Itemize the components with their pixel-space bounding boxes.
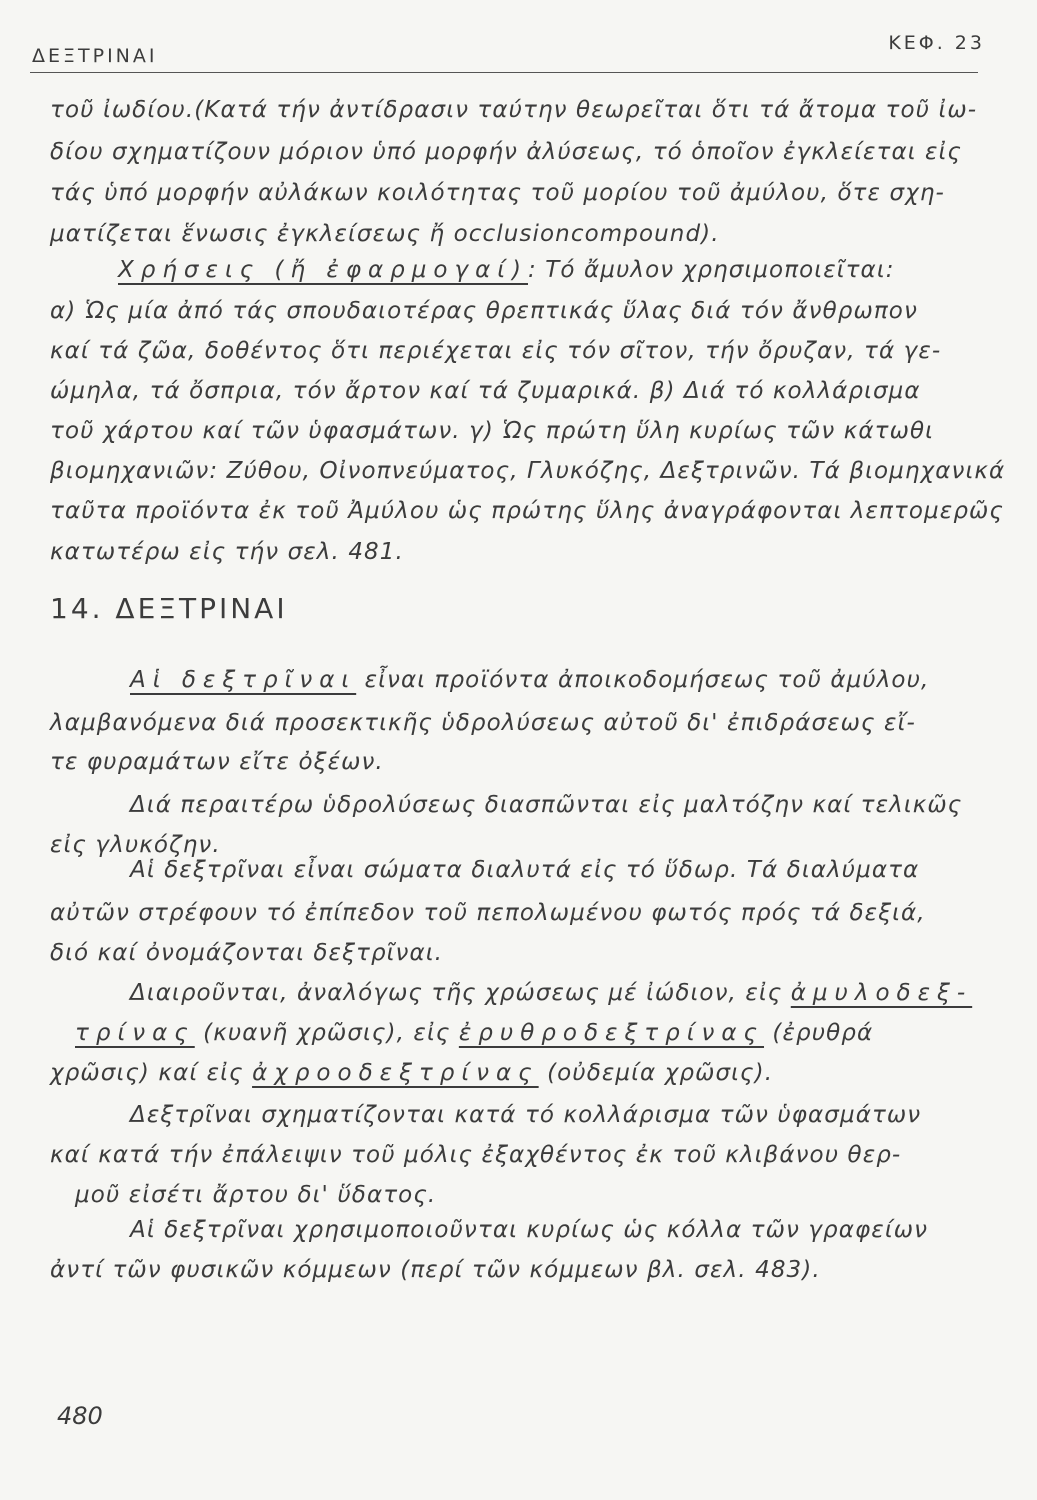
page-number: 480	[57, 1402, 103, 1430]
text-line: κατωτέρω εἰς τήν σελ. 481.	[50, 539, 404, 565]
text-line: Αἱ δεξτρῖναι χρησιμοποιοῦνται κυρίως ὡς κόλλα τῶν γραφείων	[130, 1217, 929, 1243]
text-span: Διαιροῦνται, ἀναλόγως τῆς χρώσεως μέ ἰώδιον, εἰς	[130, 980, 791, 1006]
uses-heading: Χρήσεις (ἤ ἐφαρμογαί)	[118, 257, 528, 283]
dextrins-term: Αἱ δεξτρῖναι	[130, 667, 357, 693]
text-line: λαμβανόμενα διά προσεκτικῆς ὑδρολύσεως αὐτοῦ δι' ἐπιδράσεως εἴ-	[50, 710, 916, 736]
text-line: ἀντί τῶν φυσικῶν κόμμεων (περί τῶν κόμμεων βλ. σελ. 483).	[50, 1257, 821, 1283]
text-line	[118, 255, 1008, 285]
text-line: τοῦ ἰωδίου.(Κατά τήν ἀντίδρασιν ταύτην θεωρεῖται ὅτι τά ἄτομα τοῦ ἰω-	[50, 97, 978, 123]
text-line: ταῦτα προϊόντα ἐκ τοῦ Ἀμύλου ὡς πρώτης ὕλης ἀναγράφονται λεπτομερῶς	[50, 498, 1004, 524]
chapter-label: ΚΕΦ. 23	[888, 32, 985, 54]
text-line: Αἱ δεξτρῖναι εἶναι σώματα διαλυτά εἰς τό ὕδωρ. Τά διαλύματα	[130, 857, 920, 883]
text-line: Δεξτρῖναι σχηματίζονται κατά τό κολλάρισμα τῶν ὑφασμάτων	[130, 1102, 922, 1128]
achroodextrins-term: ἀχροοδεξτρίνας	[252, 1060, 539, 1086]
text-line: ώμηλα, τά ὄσπρια, τόν ἄρτον καί τά ζυμαρικά. β) Διά τό κολλάρισμα	[50, 378, 921, 404]
text-span: εἶναι προϊόντα ἀποικοδομήσεως τοῦ ἀμύλου,	[356, 667, 930, 693]
text-line: καί κατά τήν ἐπάλειψιν τοῦ μόλις ἐξαχθέντος ἐκ τοῦ κλιβάνου θερ-	[50, 1142, 902, 1168]
text-line: τοῦ χάρτου καί τῶν ὑφασμάτων. γ) Ὡς πρώτη ὕλη κυρίως τῶν κάτωθι	[50, 418, 935, 444]
text-line	[130, 665, 1010, 695]
text-line: βιομηχανιῶν: Ζύθου, Οἰνοπνεύματος, Γλυκόζης, Δεξτρινῶν. Τά βιομηχανικά	[50, 458, 1006, 484]
section-title: 14. ΔΕΞΤΡΙΝΑΙ	[50, 592, 288, 625]
text-line: καί τά ζῶα, δοθέντος ὅτι περιέχεται εἰς τόν σῖτον, τήν ὄρυζαν, τά γε-	[50, 338, 942, 364]
text-line: δίου σχηματίζουν μόριον ὑπό μορφήν ἀλύσεως, τό ὁποῖον ἐγκλείεται εἰς	[50, 139, 963, 165]
text-line	[50, 1058, 1010, 1088]
text-line: διό καί ὀνομάζονται δεξτρῖναι.	[50, 940, 444, 966]
text-span: (κυανῆ χρῶσις), εἰς	[194, 1020, 459, 1046]
text-span: (οὐδεμία χρῶσις).	[538, 1060, 774, 1086]
text-line: Διά περαιτέρω ὑδρολύσεως διασπῶνται εἰς μαλτόζην καί τελικῶς	[130, 792, 963, 818]
text-line: αὐτῶν στρέφουν τό ἐπίπεδον τοῦ πεπολωμένου φωτός πρός τά δεξιά,	[50, 900, 926, 926]
text-line: τε φυραμάτων εἴτε ὀξέων.	[50, 749, 384, 775]
text-line: εἰς γλυκόζην.	[50, 832, 221, 858]
uses-heading-rest: : Τό ἄμυλον χρησιμοποιεῖται:	[528, 257, 895, 283]
text-line	[130, 978, 1010, 1008]
text-line: μοῦ εἰσέτι ἄρτου δι' ὕδατος.	[75, 1182, 437, 1208]
text-span: χρῶσις) καί εἰς	[50, 1060, 253, 1086]
text-line: τάς ὑπό μορφήν αὐλάκων κοιλότητας τοῦ μορίου τοῦ ἀμύλου, ὅτε σχη-	[50, 180, 945, 206]
erythrodextrins-term: ἐρυθροδεξτρίνας	[458, 1020, 765, 1046]
running-header-title: ΔΕΞΤΡΙΝΑΙ	[32, 45, 158, 67]
text-line	[75, 1018, 1010, 1048]
amylodextrins-term-end: τρίνας	[75, 1020, 195, 1046]
text-line: ματίζεται ἕνωσις ἐγκλείσεως ἤ occlusioncompound).	[50, 221, 720, 247]
text-span: (ἐρυθρά	[764, 1020, 874, 1046]
text-line: α) Ὡς μία ἀπό τάς σπουδαιοτέρας θρεπτικάς ὕλας διά τόν ἄνθρωπον	[50, 298, 918, 324]
amylodextrins-term: ἀμυλοδεξ-	[790, 980, 973, 1006]
header-rule	[30, 72, 978, 73]
